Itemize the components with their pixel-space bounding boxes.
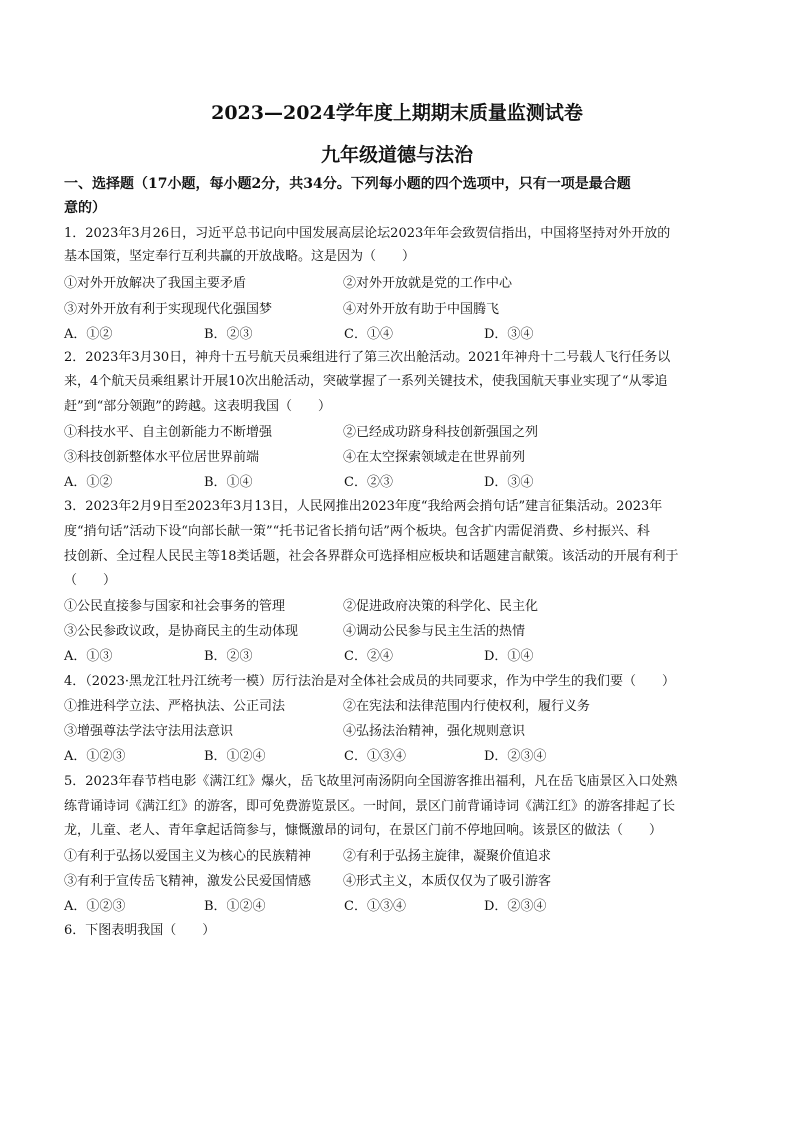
question-4-item-3: ③增强尊法学法守法用法意识 — [64, 724, 234, 739]
question-2-stem-line-1: 2．2023年3月30日，神舟十五号航天员乘组进行了第三次出舱活动。2021年神舟十二号载人飞行任务以 — [64, 350, 671, 365]
question-2-item-4: ④在太空探索领域走在世界前列 — [343, 450, 526, 465]
question-1-option-c[interactable]: C．①④ — [344, 327, 393, 342]
question-2-item-2: ②已经成功跻身科技创新强国之列 — [343, 425, 539, 440]
question-4-stem-line-1: 4．（2023·黑龙江牡丹江统考一模）厉行法治是对全体社会成员的共同要求，作为中学生的我们要（ ） — [64, 674, 675, 689]
question-5-option-a[interactable]: A．①②③ — [64, 899, 126, 914]
question-4-item-2: ②在宪法和法律范围内行使权利，履行义务 — [343, 699, 591, 714]
question-6-stem-line-1: 6．下图表明我国（ ） — [64, 923, 216, 938]
question-2-stem-line-3: 赶”到“部分领跑”的跨越。这表明我国（ ） — [64, 399, 331, 414]
question-4-option-d[interactable]: D．②③④ — [484, 749, 547, 764]
question-1-option-d[interactable]: D．③④ — [484, 327, 534, 342]
question-2-option-d[interactable]: D．③④ — [484, 475, 534, 490]
question-5-stem-line-2: 练背诵诗词《满江红》的游客，即可免费游览景区。一时间，景区门前背诵诗词《满江红》的游客排起了长 — [64, 799, 676, 814]
question-5-item-3: ③有利于宣传岳飞精神，激发公民爱国情感 — [64, 874, 312, 889]
question-1-option-b[interactable]: B．②③ — [204, 327, 253, 342]
question-3-stem-line-2: 度“捎句话”活动下设“向部长献一策”“托书记省长捎句话”两个板块。包含扩内需促消费、乡村振兴、科 — [64, 524, 650, 539]
question-5-stem-line-1: 5．2023年春节档电影《满江红》爆火，岳飞故里河南汤阴向全国游客推出福利，凡在岳飞庙景区入口处熟 — [64, 774, 678, 789]
question-5-option-b[interactable]: B．①②④ — [204, 899, 266, 914]
question-3-stem-line-3: 技创新、全过程人民民主等18类话题，社会各界群众可选择相应板块和话题建言献策。该活动的开展有利于 — [64, 549, 679, 564]
question-5-option-d[interactable]: D．②③④ — [484, 899, 547, 914]
question-2-item-1: ①科技水平、自主创新能力不断增强 — [64, 425, 273, 440]
question-2-item-3: ③科技创新整体水平位居世界前端 — [64, 450, 260, 465]
question-2-stem-line-2: 来，4个航天员乘组累计开展10次出舱活动，突破掌握了一系列关键技术，使我国航天事业实现了“从零追 — [64, 374, 668, 389]
question-3-item-1: ①公民直接参与国家和社会事务的管理 — [64, 599, 286, 614]
question-4-item-1: ①推进科学立法、严格执法、公正司法 — [64, 699, 286, 714]
question-3-option-b[interactable]: B．②③ — [204, 649, 253, 664]
question-3-option-d[interactable]: D．①④ — [484, 649, 534, 664]
question-1-option-a[interactable]: A．①② — [64, 327, 113, 342]
section-heading-line-1: 一、选择题（17小题，每小题2分，共34分。下列每小题的四个选项中，只有一项是最合题 — [64, 176, 631, 192]
question-3-item-3: ③公民参政议政，是协商民主的生动体现 — [64, 624, 299, 639]
question-5-item-2: ②有利于弘扬主旋律，凝聚价值追求 — [343, 849, 552, 864]
question-3-item-4: ④调动公民参与民主生活的热情 — [343, 624, 526, 639]
question-5-option-c[interactable]: C．①③④ — [344, 899, 406, 914]
question-5-item-4: ④形式主义，本质仅仅为了吸引游客 — [343, 874, 552, 889]
question-4-option-b[interactable]: B．①②④ — [204, 749, 266, 764]
question-1-stem-line-2: 基本国策，坚定奉行互利共赢的开放战略。这是因为（ ） — [64, 249, 416, 264]
question-3-stem-line-1: 3．2023年2月9日至2023年3月13日，人民网推出2023年度“我给两会捎句话”建言征集活动。2023年 — [64, 499, 663, 514]
question-5-stem-line-3: 龙，儿童、老人、青年拿起话筒参与，慷慨激昂的词句，在景区门前不停地回响。该景区的做法（ ） — [64, 823, 663, 838]
question-1-item-1: ①对外开放解决了我国主要矛盾 — [64, 276, 247, 291]
question-2-option-b[interactable]: B．①④ — [204, 475, 253, 490]
page-subtitle: 九年级道德与法治 — [320, 144, 473, 166]
question-1-item-2: ②对外开放就是党的工作中心 — [343, 276, 513, 291]
question-3-option-a[interactable]: A．①③ — [64, 649, 113, 664]
question-4-option-c[interactable]: C．①③④ — [344, 749, 406, 764]
question-5-item-1: ①有利于弘扬以爱国主义为核心的民族精神 — [64, 849, 312, 864]
question-3-stem-line-4: （ ） — [64, 573, 117, 588]
section-heading-line-2: 意的） — [64, 200, 106, 216]
question-3-item-2: ②促进政府决策的科学化、民主化 — [343, 599, 539, 614]
page-title: 2023—2024学年度上期期末质量监测试卷 — [211, 102, 583, 124]
question-1-item-3: ③对外开放有利于实现现代化强国梦 — [64, 302, 273, 317]
question-1-item-4: ④对外开放有助于中国腾飞 — [343, 302, 500, 317]
question-1-stem-line-1: 1．2023年3月26日，习近平总书记向中国发展高层论坛2023年年会致贺信指出，中国将坚持对外开放的 — [64, 226, 671, 241]
question-4-item-4: ④弘扬法治精神，强化规则意识 — [343, 724, 526, 739]
question-4-option-a[interactable]: A．①②③ — [64, 749, 126, 764]
question-2-option-c[interactable]: C．②③ — [344, 475, 393, 490]
question-3-option-c[interactable]: C．②④ — [344, 649, 393, 664]
question-2-option-a[interactable]: A．①② — [64, 475, 113, 490]
